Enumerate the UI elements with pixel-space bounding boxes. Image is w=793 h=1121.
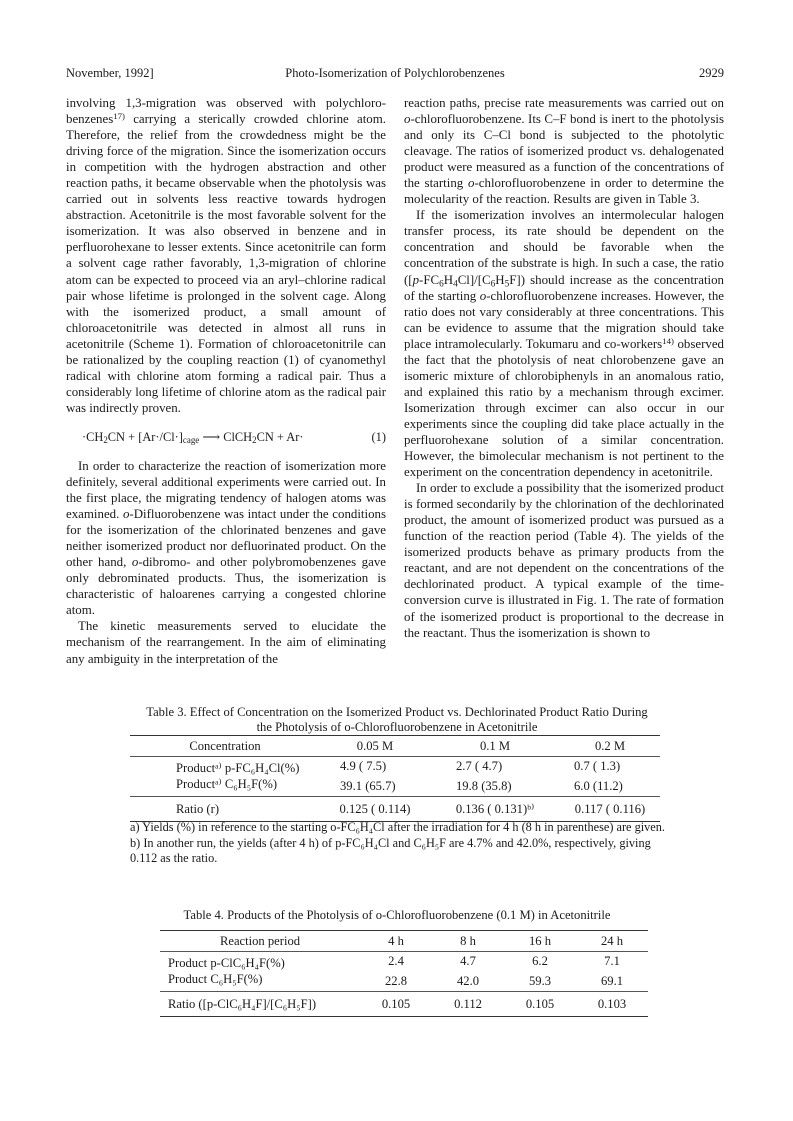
table3-caption-line2: the Photolysis of o-Chlorofluorobenzene in Acetonitrile <box>256 720 538 734</box>
issue-date: November, 1992] <box>66 66 154 80</box>
table3-caption-line1: Table 3. Effect of Concentration on the Isomerized Product vs. Dechlorinated Product Ratio During <box>146 705 648 719</box>
footnote-b: b) In another run, the yields (after 4 h) of p-FC₆H₄Cl and C₆H₅F are 4.7% and 42.0%, respectively, giving 0.112 as the ratio. <box>130 835 651 865</box>
header-cell: Concentration <box>130 736 320 757</box>
header-cell: 8 h <box>432 931 504 952</box>
row-label: Product C₆H₅F(%) <box>168 971 263 986</box>
equation-number: (1) <box>371 429 386 444</box>
running-title: Photo-Isomerization of Polychlorobenzenes <box>285 66 505 80</box>
row-label: Product p-ClC₆H₄F(%) <box>160 952 360 972</box>
cell: 0.7 ( 1.3) <box>560 757 660 777</box>
row-label: Ratio (r) <box>130 797 320 822</box>
running-header <box>66 66 724 82</box>
cell: 39.1 (65.7) <box>340 778 396 793</box>
table-header-row <box>160 931 648 952</box>
cell: 0.103 <box>576 992 648 1017</box>
cell: 0.112 <box>432 992 504 1017</box>
cell: 59.3 <box>528 973 552 988</box>
row-label: Productᵃ⁾ p-FC₆H₄Cl(%) <box>130 757 320 777</box>
header-cell: 0.05 M <box>320 736 430 757</box>
equation-expression: $\cdot CH_2CN + [Ar\cdot/Cl\cdot]_{cage}$ ⟶ ClCH$_2$CN + Ar· <box>82 429 304 446</box>
paragraph: reaction paths, precise rate measurements was carried out on o-chlorofluorobenzene. Its C–F bond is inert to the photolysis and only its C–Cl bond is subjected to the photolytic cleavage. The ratios of isomerized product vs. dehalogenated product were measured as a function of the concentrations of the starting o-chlorofluorobenzene in order to determine the molecularity of the reaction. Results are given in Table 3. <box>404 96 724 207</box>
paragraph: involving 1,3-migration was observed with polychlorobenzenes$^{17)}$ carrying a sterically crowded chlorine atom. Therefore, the relief from the crowdedness might be the driving force of the migration. Since the isomerization occurs in competition with the hydrogen abstraction and other reaction paths, it became observable when the photolysis was carried out in solvents less reactive towards hydrogen abstraction. Acetonitrile is the most favorable solvent for the isomerization. It was also observed in benzene and in perfluorohexane to lesser extents. Since acetonitrile can form a solvent cage rather favorably, 1,3-migration of chlorine atom can be expected to proceed via an aryl–chlorine radical pair whose lifetime is prolonged in the solvent cage. Along with the isomerized product, a small amount of chloroacetonitrile was detected in almost all runs in acetonitrile (Scheme 1). Formation of chloroacetonitrile can be rationalized by the coupling reaction (1) of cyanomethyl radical with chlorine atom forming a radical pair. Thus a considerably long lifetime of chlorine atom as the radical pair was indirectly proven. <box>66 96 386 415</box>
cell: 6.0 (11.2) <box>574 778 623 793</box>
footnote-a: a) Yields (%) in reference to the starting o-FC₆H₄Cl after the irradiation for 4 h (8 h in parenthese) are given. <box>130 820 665 834</box>
cell: 0.105 <box>504 992 576 1017</box>
header-cell: 0.1 M <box>430 736 560 757</box>
table-row <box>160 971 648 992</box>
equation-1 <box>66 429 386 445</box>
cell: 2.7 ( 4.7) <box>430 757 560 777</box>
cell: 42.0 <box>456 973 480 988</box>
paragraph: In order to characterize the reaction of isomerization more definitely, several additional experiments were carried out. In the first place, the migrating tendency of halogen atoms was examined. o-Difluorobenzene was intact under the conditions for the isomerization of the chlorinated benzenes and gave neither isomerized product nor defluorinated product. On the other hand, o-dibromo- and other polybromobenzenes gave only debrominated products. Thus, the isomerization is characteristic of haloarenes carrying a congested chlorine atom. <box>66 458 386 618</box>
page-number: 2929 <box>699 66 724 80</box>
row-label: Ratio ([p-ClC₆H₄F]/[C₆H₅F]) <box>160 992 360 1017</box>
cell: 22.8 <box>384 973 408 988</box>
right-column <box>404 95 724 641</box>
table4-caption: Table 4. Products of the Photolysis of o-Chlorofluorobenzene (0.1 M) in Acetonitrile <box>183 908 611 922</box>
header-cell: Reaction period <box>160 931 360 952</box>
cell: 0.125 ( 0.114) <box>320 797 430 822</box>
row-label: Productᵃ⁾ C₆H₅F(%) <box>176 776 278 791</box>
paragraph: If the isomerization involves an intermolecular halogen transfer process, its rate should be dependent on the concentration and should be favorable when the concentration of the substrate is high. In such a case, the ratio $([p-FC_6H_4Cl]/[C_6H_5F])$ should increase as the concentration of the starting o-chlorofluorobenzene increases. However, the ratio does not vary considerably at three concentrations. This can be evidence to assume that the migration should take place intramolecularly. Tokumaru and co-workers$^{14)}$ observed the fact that the photolysis of neat chlorobenzene gave an isomeric mixture of chlorobiphenyls in an anomalous ratio, and explained this ratio by a mechanism through excimer. Isomerization through excimer can also occur in our experiments since the coupling did take place actually in the perfluorohexane solution of a similar concentration. However, the bimolecular mechanism is not pertinent to the experiment on the concentration dependency in acetonitrile. <box>404 208 724 480</box>
cell: 7.1 <box>576 952 648 972</box>
cell: 19.8 (35.8) <box>456 778 512 793</box>
table-header-row <box>130 736 660 757</box>
table-row <box>130 797 660 822</box>
paragraph: In order to exclude a possibility that the isomerized product is formed secondarily by the chlorination of the dechlorinated product, the amount of isomerized product was pursued as a function of the reaction period (Table 4). The yields of the isomerized products behave as primary products from the reactant, and are not dependent on the concentrations of the dechlorinated product. A typical example of the time-conversion curve is illustrated in Fig. 1. The rate of formation of the isomerized product is proportional to the decrease in the reactant. Thus the isomerization is shown to <box>404 481 724 640</box>
table-row <box>130 776 660 797</box>
cell: 0.105 <box>360 992 432 1017</box>
header-cell: 4 h <box>360 931 432 952</box>
cell: 0.136 ( 0.131)ᵇ⁾ <box>430 797 560 822</box>
table3-footnotes <box>130 820 670 867</box>
header-cell: 0.2 M <box>560 736 660 757</box>
table-row <box>160 952 648 972</box>
cell: 4.9 ( 7.5) <box>320 757 430 777</box>
table-row <box>160 992 648 1017</box>
paragraph: The kinetic measurements served to elucidate the mechanism of the rearrangement. In the aim of eliminating any ambiguity in the interpretation of the <box>66 619 386 666</box>
cell: 6.2 <box>504 952 576 972</box>
cell: 0.117 ( 0.116) <box>560 797 660 822</box>
table3 <box>130 735 660 822</box>
left-column <box>66 95 386 667</box>
header-cell: 16 h <box>504 931 576 952</box>
table-row <box>130 757 660 777</box>
table4 <box>160 930 648 1017</box>
cell: 4.7 <box>432 952 504 972</box>
header-cell: 24 h <box>576 931 648 952</box>
cell: 69.1 <box>600 973 624 988</box>
cell: 2.4 <box>360 952 432 972</box>
table3-caption <box>98 705 696 735</box>
